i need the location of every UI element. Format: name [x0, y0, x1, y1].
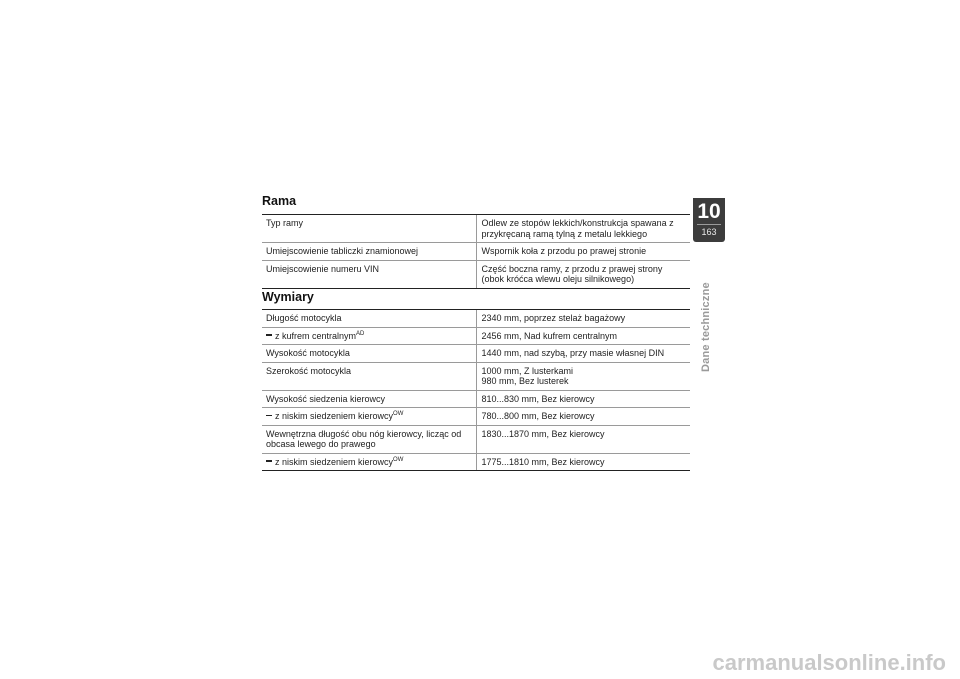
chapter-number: 10 — [697, 200, 721, 223]
row-label: Wewnętrzna długość obu nóg kierowcy, licząc od obcasa lewego do prawego — [262, 425, 476, 453]
spec-table-wymiary — [262, 309, 690, 471]
option-code: OW — [393, 411, 404, 417]
table-row — [262, 453, 690, 471]
table-row — [262, 243, 690, 261]
row-value: 810...830 mm, Bez kierowcy — [476, 390, 690, 408]
section-title-wymiary: Wymiary — [262, 290, 314, 304]
row-value: 1000 mm, Z lusterkami — [481, 365, 574, 376]
row-value: Część boczna ramy, z przodu z prawej strony (obok króćca wlewu oleju silnikowego) — [476, 260, 690, 288]
table-row — [262, 345, 690, 363]
row-label: Szerokość motocykla — [262, 362, 476, 390]
dash-icon — [266, 415, 272, 417]
row-value-multi — [476, 362, 690, 390]
row-value: 1440 mm, nad szybą, przy masie własnej DIN — [476, 345, 690, 363]
chapter-side-label: Dane techniczne — [700, 282, 712, 372]
row-label-sub — [262, 453, 476, 471]
option-code: OW — [393, 456, 404, 463]
table-row — [262, 215, 690, 243]
chapter-divider — [697, 224, 721, 225]
row-label: Długość motocykla — [262, 310, 476, 328]
dash-icon — [266, 460, 272, 462]
row-label: Wysokość siedzenia kierowcy — [262, 390, 476, 408]
row-value: Wspornik koła z przodu po prawej stronie — [476, 243, 690, 261]
row-label: z niskim siedzeniem kierowcy — [275, 456, 394, 467]
watermark: carmanualsonline.info — [712, 650, 946, 675]
row-label: Wysokość motocykla — [262, 345, 476, 363]
row-value: 2456 mm, Nad kufrem centralnym — [476, 327, 690, 345]
option-code: AD — [356, 330, 365, 337]
spec-table-rama — [262, 214, 690, 289]
row-label: Umiejscowienie tabliczki znamionowej — [262, 243, 476, 261]
dash-icon — [266, 334, 272, 336]
row-label: Umiejscowienie numeru VIN — [262, 260, 476, 288]
row-label-sub — [262, 327, 476, 345]
row-value: 780...800 mm, Bez kierowcy — [476, 408, 690, 426]
section-title-rama: Rama — [262, 194, 297, 208]
row-value: 1775...1810 mm, Bez kierowcy — [476, 453, 690, 471]
table-row — [262, 310, 690, 328]
row-label-sub — [262, 408, 476, 426]
table-row — [262, 390, 690, 408]
table-row — [262, 408, 690, 426]
row-label: z kufrem centralnym — [275, 330, 357, 341]
row-value: 2340 mm, poprzez stelaż bagażowy — [476, 310, 690, 328]
table-row — [262, 362, 690, 390]
table-row — [262, 260, 690, 288]
table-row — [262, 327, 690, 345]
table-row — [262, 425, 690, 453]
row-value: 1830...1870 mm, Bez kierowcy — [476, 425, 690, 453]
page-number: 163 — [701, 227, 717, 237]
row-label: Typ ramy — [262, 215, 476, 243]
row-label: z niskim siedzeniem kierowcy — [275, 411, 394, 421]
chapter-tab — [693, 198, 725, 242]
row-value: Odlew ze stopów lekkich/konstrukcja spawana z przykręcaną ramą tylną z metalu lekkiego — [476, 215, 690, 243]
row-value-2: 980 mm, Bez lusterek — [481, 376, 569, 386]
